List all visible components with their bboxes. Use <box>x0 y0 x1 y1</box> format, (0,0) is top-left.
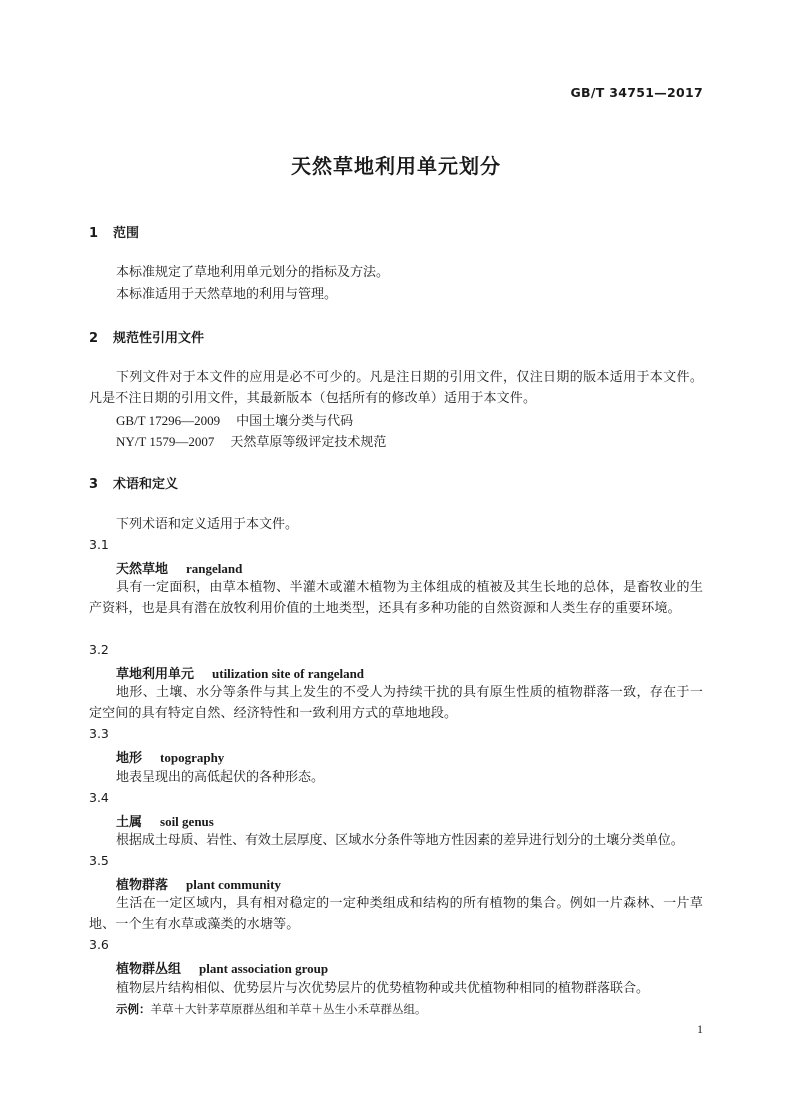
term-definition: 根据成土母质、岩性、有效土层厚度、区域水分条件等地方性因素的差异进行划分的土壤分类单位。 <box>116 833 684 848</box>
reference-code: GB/T 17296—2009 <box>116 413 221 428</box>
section-number: 3 <box>89 477 99 492</box>
section-title: 术语和定义 <box>113 477 179 492</box>
term-number: 3.1 <box>89 537 109 552</box>
term-zh: 植物群落 <box>116 878 169 893</box>
term-zh: 地形 <box>116 751 143 766</box>
paragraph: 下列术语和定义适用于本文件。 <box>116 517 299 532</box>
reference-item <box>116 431 386 453</box>
term-heading <box>116 747 224 766</box>
section-2-heading <box>89 327 204 346</box>
term-heading <box>116 958 328 977</box>
term-en: rangeland <box>186 561 243 576</box>
term-definition: 具有一定面积，由草本植物、半灌木或灌木植物为主体组成的植被及其生长地的总体，是畜牧业的生产资料，也是具有潜在放牧利用价值的土地类型，还具有多种功能的自然资源和人类生存的重要环境。 <box>89 580 703 616</box>
section-number: 2 <box>89 331 99 346</box>
paragraph: 下列文件对于本文件的应用是必不可少的。凡是注日期的引用文件，仅注日期的版本适用于本文件。凡是不注日期的引用文件，其最新版本（包括所有的修改单）适用于本文件。 <box>89 370 703 406</box>
section-3-heading <box>89 473 178 492</box>
paragraph: 本标准适用于天然草地的利用与管理。 <box>116 287 338 302</box>
term-zh: 草地利用单元 <box>116 667 195 682</box>
term-number: 3.4 <box>89 790 109 805</box>
term-number: 3.6 <box>89 937 109 952</box>
term-definition: 植物层片结构相似、优势层片与次优势层片的优势植物种或共优植物种相同的植物群落联合。 <box>116 981 650 996</box>
term-definition: 地表呈现出的高低起伏的各种形态。 <box>116 770 325 785</box>
term-definition: 地形、土壤、水分等条件与其上发生的不受人为持续干扰的具有原生性质的植物群落一致，存在于一定空间的具有特定自然、经济特性和一致利用方式的草地地段。 <box>89 685 703 721</box>
reference-code: NY/T 1579—2007 <box>116 434 215 449</box>
paragraph: 本标准规定了草地利用单元划分的指标及方法。 <box>116 265 390 280</box>
term-en: plant association group <box>199 961 329 976</box>
reference-item <box>116 410 353 432</box>
term-en: utilization site of rangeland <box>212 666 365 681</box>
standard-code: GB/T 34751—2017 <box>570 85 703 100</box>
term-en: topography <box>160 750 225 765</box>
term-en: plant community <box>186 877 281 892</box>
term-definition: 生活在一定区域内，具有相对稳定的一定种类组成和结构的所有植物的集合。例如一片森林、一片草地、一个生有水草或藻类的水塘等。 <box>89 896 703 932</box>
section-number: 1 <box>89 226 99 241</box>
document-title: 天然草地利用单元划分 <box>291 154 501 178</box>
term-number: 3.2 <box>89 642 109 657</box>
reference-title: 中国土壤分类与代码 <box>236 414 354 429</box>
term-zh: 植物群丛组 <box>116 962 182 977</box>
section-title: 范围 <box>113 226 140 241</box>
term-heading <box>116 811 214 830</box>
example-label: 示例： <box>116 1002 151 1016</box>
term-heading <box>116 558 242 577</box>
section-1-heading <box>89 222 139 241</box>
term-number: 3.3 <box>89 726 109 741</box>
example-text: 羊草＋大针茅草原群丛组和羊草＋丛生小禾草群丛组。 <box>150 1002 427 1016</box>
term-en: soil genus <box>160 814 214 829</box>
section-title: 规范性引用文件 <box>113 331 205 346</box>
term-zh: 土属 <box>116 815 143 830</box>
term-heading <box>116 663 364 682</box>
term-heading <box>116 874 281 893</box>
page-number: 1 <box>697 1022 703 1036</box>
term-zh: 天然草地 <box>116 562 169 577</box>
term-number: 3.5 <box>89 853 109 868</box>
reference-title: 天然草原等级评定技术规范 <box>230 435 387 450</box>
example-note <box>116 1001 427 1017</box>
